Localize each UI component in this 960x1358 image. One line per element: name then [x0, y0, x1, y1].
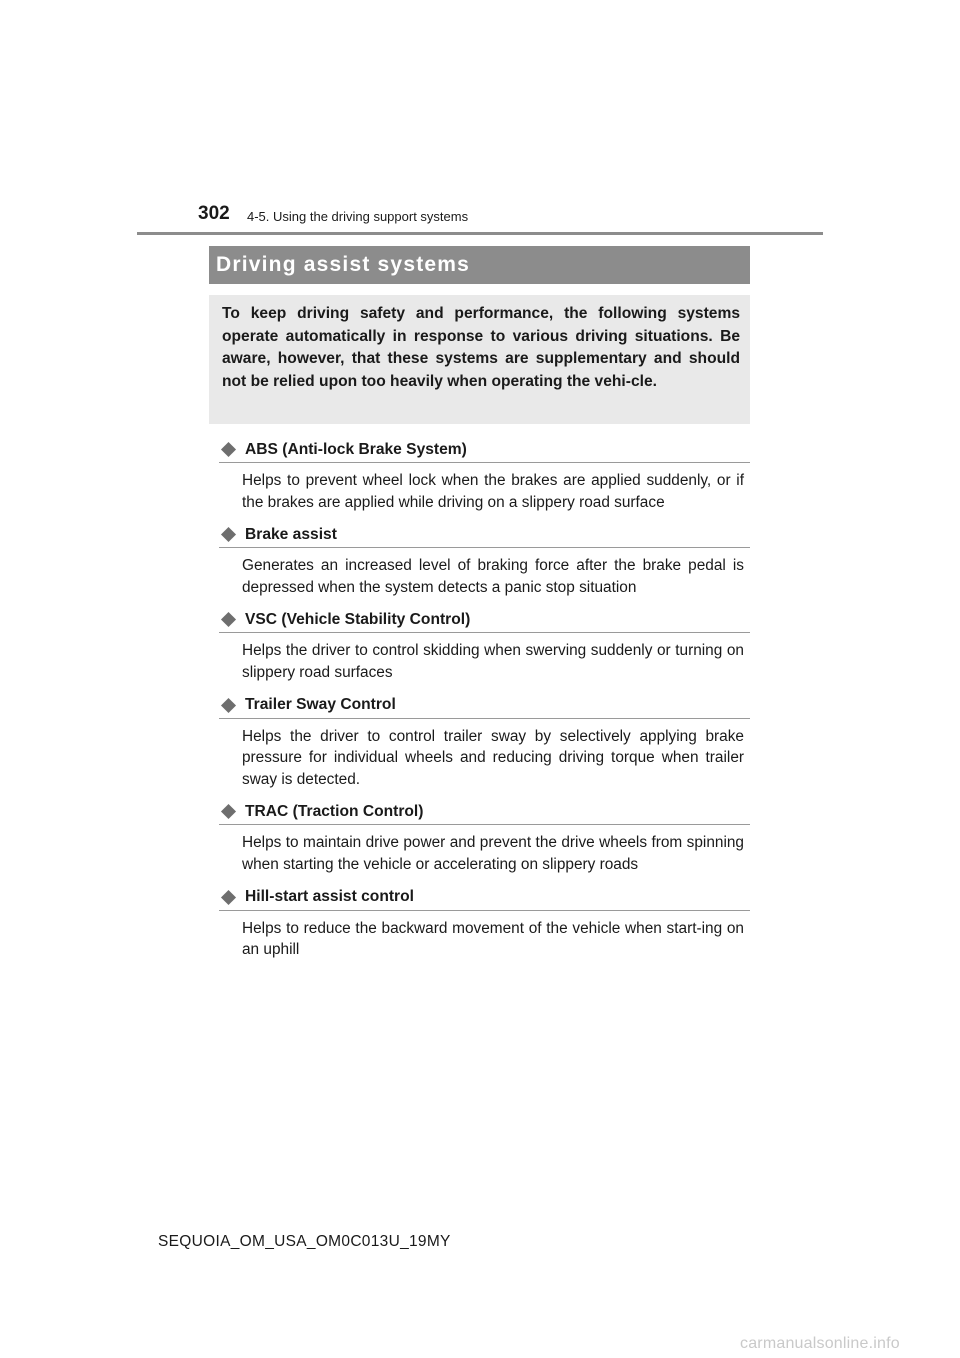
list-item — [219, 693, 750, 791]
item-title: Brake assist — [245, 525, 337, 543]
watermark: carmanualsonline.info — [740, 1335, 900, 1352]
list-item — [219, 437, 750, 513]
item-heading — [219, 693, 750, 719]
item-title: VSC (Vehicle Stability Control) — [245, 610, 471, 628]
intro-text: To keep driving safety and performance, the following systems operate automatically in response to various driving situations. Be aware, however, that these systems are supplementary and should not be relied upon too heavily when operating the vehi-cle. — [222, 305, 740, 390]
list-item — [219, 522, 750, 598]
item-heading — [219, 799, 750, 825]
diamond-bullet-icon — [221, 889, 236, 904]
item-description: Helps the driver to control trailer sway by selectively applying brake pressure for individual wheels and reducing driving torque when trailer sway is detected. — [242, 727, 744, 788]
systems-list — [219, 437, 750, 970]
item-description: Helps to maintain drive power and prevent the drive wheels from spinning when starting the vehicle or accelerating on slippery roads — [242, 834, 744, 873]
item-heading — [219, 522, 750, 548]
item-heading — [219, 607, 750, 633]
page-title: Driving assist systems — [216, 253, 471, 276]
list-item — [219, 607, 750, 683]
item-title: ABS (Anti-lock Brake System) — [245, 440, 467, 458]
list-item — [219, 885, 750, 961]
item-description: Helps to reduce the backward movement of the vehicle when start-ing on an uphill — [242, 919, 744, 959]
item-title: TRAC (Traction Control) — [245, 802, 424, 820]
diamond-bullet-icon — [221, 442, 236, 457]
item-heading — [219, 437, 750, 463]
intro-box — [209, 295, 750, 424]
document-code-footer: SEQUOIA_OM_USA_OM0C013U_19MY — [158, 1233, 451, 1250]
section-title-bar — [209, 246, 750, 284]
item-description: Helps to prevent wheel lock when the brakes are applied suddenly, or if the brakes are applied while driving on a slippery road surface — [242, 472, 744, 511]
item-title: Hill-start assist control — [245, 888, 414, 906]
diamond-bullet-icon — [221, 698, 236, 713]
header-divider — [137, 232, 823, 235]
page-number: 302 — [198, 203, 230, 224]
item-title: Trailer Sway Control — [245, 696, 396, 714]
item-description: Generates an increased level of braking force after the brake pedal is depressed when the system detects a panic stop situation — [242, 557, 744, 596]
diamond-bullet-icon — [221, 804, 236, 819]
list-item — [219, 799, 750, 875]
diamond-bullet-icon — [221, 527, 236, 542]
diamond-bullet-icon — [221, 612, 236, 627]
item-description: Helps the driver to control skidding when swerving suddenly or turning on slippery road surfaces — [242, 642, 744, 681]
item-heading — [219, 885, 750, 911]
section-reference: 4-5. Using the driving support systems — [247, 209, 469, 224]
